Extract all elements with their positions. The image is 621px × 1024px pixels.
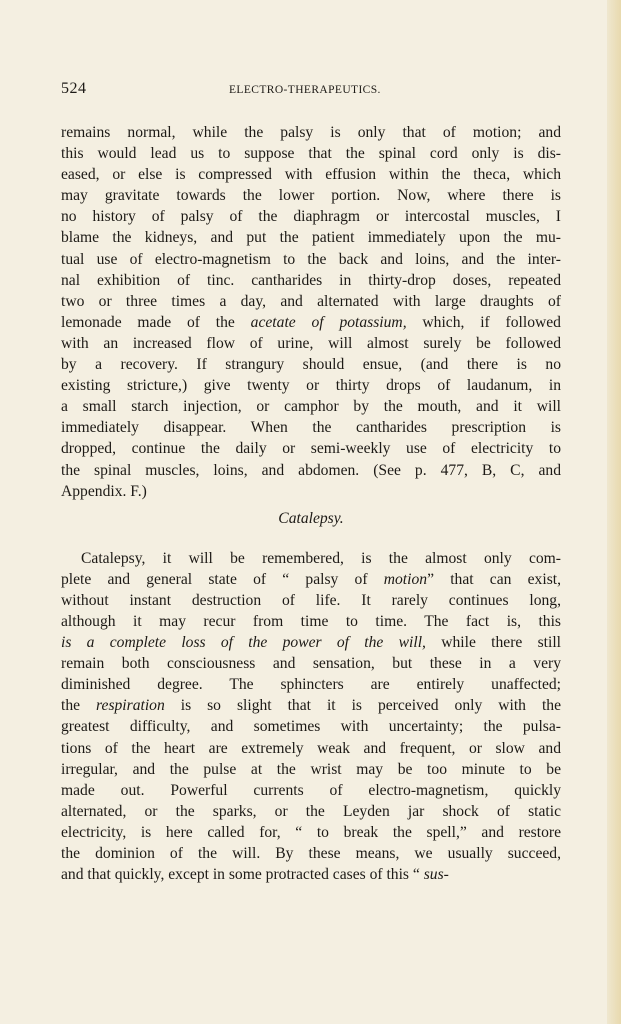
text-segment: a small starch injection, or camphor by the mouth, and it will xyxy=(61,398,561,416)
text-line xyxy=(61,801,561,822)
text-segment: plete and general state of “ palsy of xyxy=(61,570,384,588)
page-header xyxy=(61,80,561,102)
text-line xyxy=(61,396,561,417)
text-line xyxy=(61,270,561,291)
text-segment: remains normal, while the palsy is only that of motion; and xyxy=(61,124,561,141)
text-line xyxy=(61,460,561,481)
italic-text: respiration xyxy=(96,697,165,715)
text-segment: is so slight that it is perceived only with the xyxy=(164,697,561,715)
text-segment: ” that can exist, xyxy=(427,570,561,588)
text-line xyxy=(61,843,561,864)
text-line xyxy=(61,481,561,502)
page-edge xyxy=(607,0,621,1024)
text-segment: although it may recur from time to time. The fact is, this xyxy=(61,612,561,630)
text-segment: while there still xyxy=(425,634,561,652)
text-segment: may gravitate towards the lower portion. Now, where there is xyxy=(61,187,561,205)
text-line xyxy=(61,333,561,354)
text-line xyxy=(61,249,561,270)
text-segment: with an increased flow of urine, will almost surely be followed xyxy=(61,334,561,352)
running-head: ELECTRO-THERAPEUTICS. xyxy=(229,84,381,96)
text-segment: the dominion of the will. By these means, we usually succeed, xyxy=(61,845,561,862)
text-line xyxy=(61,759,561,780)
text-line xyxy=(61,417,561,438)
paragraph xyxy=(61,122,561,502)
text-segment: Appendix. F.) xyxy=(61,482,147,500)
text-segment: tions of the heart are extremely weak and frequent, or slow and xyxy=(61,739,561,757)
text-segment: eased, or else is compressed with effusion within the theca, which xyxy=(61,166,561,184)
text-segment: Catalepsy, it will be remembered, is the almost only com- xyxy=(81,549,561,567)
italic-text: motion xyxy=(383,570,428,588)
text-line xyxy=(61,227,561,248)
text-line xyxy=(61,164,561,185)
text-line xyxy=(61,695,561,716)
page-number: 524 xyxy=(61,80,87,97)
text-segment: immediately disappear. When the cantharides prescription is xyxy=(61,419,561,437)
text-line xyxy=(61,611,561,632)
text-line xyxy=(61,291,561,312)
text-segment: which, if followed xyxy=(406,313,561,331)
text-line xyxy=(61,674,561,695)
text-segment: lemonade made of the xyxy=(61,313,251,331)
text-segment: nal exhibition of tinc. cantharides in thirty-drop doses, repeated xyxy=(61,271,561,289)
text-segment: remain both consciousness and sensation, but these in a very xyxy=(61,655,561,673)
text-segment: without instant destruction of life. It rarely continues long, xyxy=(61,591,561,609)
text-line xyxy=(61,122,561,143)
text-segment: two or three times a day, and alternated with large draughts of xyxy=(61,292,561,310)
body-text xyxy=(61,122,561,885)
text-segment: dropped, continue the daily or semi-weekly use of electricity to xyxy=(61,440,561,458)
text-line xyxy=(61,716,561,737)
text-line xyxy=(61,438,561,459)
text-segment: tual use of electro-magnetism to the back and loins, and the inter- xyxy=(61,250,561,268)
italic-text: acetate of potassium, xyxy=(250,313,407,331)
text-line xyxy=(61,653,561,674)
text-segment: no history of palsy of the diaphragm or intercostal muscles, I xyxy=(61,208,561,226)
text-segment: irregular, and the pulse at the wrist may be too minute to be xyxy=(61,760,561,778)
text-segment: made out. Powerful currents of electro-magnetism, quickly xyxy=(61,781,561,799)
text-line xyxy=(61,143,561,164)
text-segment: this would lead us to suppose that the spinal cord only is dis- xyxy=(61,145,561,163)
text-line xyxy=(61,354,561,375)
text-segment: the xyxy=(61,697,97,715)
section-heading: Catalepsy. xyxy=(278,509,344,527)
text-segment: existing stricture,) give twenty or thirty drops of laudanum, in xyxy=(61,377,561,395)
text-segment: alternated, or the sparks, or the Leyden jar shock of static xyxy=(61,802,561,820)
text-segment: greatest difficulty, and sometimes with uncertainty; the pulsa- xyxy=(61,718,561,736)
italic-text: is a complete loss of the power of the will, xyxy=(61,634,426,652)
text-line xyxy=(61,590,561,611)
text-segment: diminished degree. The sphincters are entirely unaffected; xyxy=(61,676,561,694)
text-segment: and that quickly, except in some protracted cases of this “ xyxy=(61,866,424,884)
text-line xyxy=(61,312,561,333)
text-line xyxy=(61,738,561,759)
text-segment: blame the kidneys, and put the patient immediately upon the mu- xyxy=(61,229,561,247)
text-line xyxy=(61,548,561,569)
text-segment: by a recovery. If strangury should ensue, (and there is no xyxy=(61,356,561,374)
text-line xyxy=(61,864,561,885)
text-line xyxy=(61,822,561,843)
text-line xyxy=(61,375,561,396)
text-segment: electricity, is here called for, “ to break the spell,” and restore xyxy=(61,823,561,841)
text-line xyxy=(61,206,561,227)
italic-text: sus- xyxy=(423,866,449,884)
text-line xyxy=(61,569,561,590)
text-line xyxy=(61,632,561,653)
paragraph xyxy=(61,548,561,886)
text-line xyxy=(61,185,561,206)
text-line xyxy=(61,780,561,801)
text-segment: the spinal muscles, loins, and abdomen. (See p. 477, B, C, and xyxy=(61,461,561,479)
